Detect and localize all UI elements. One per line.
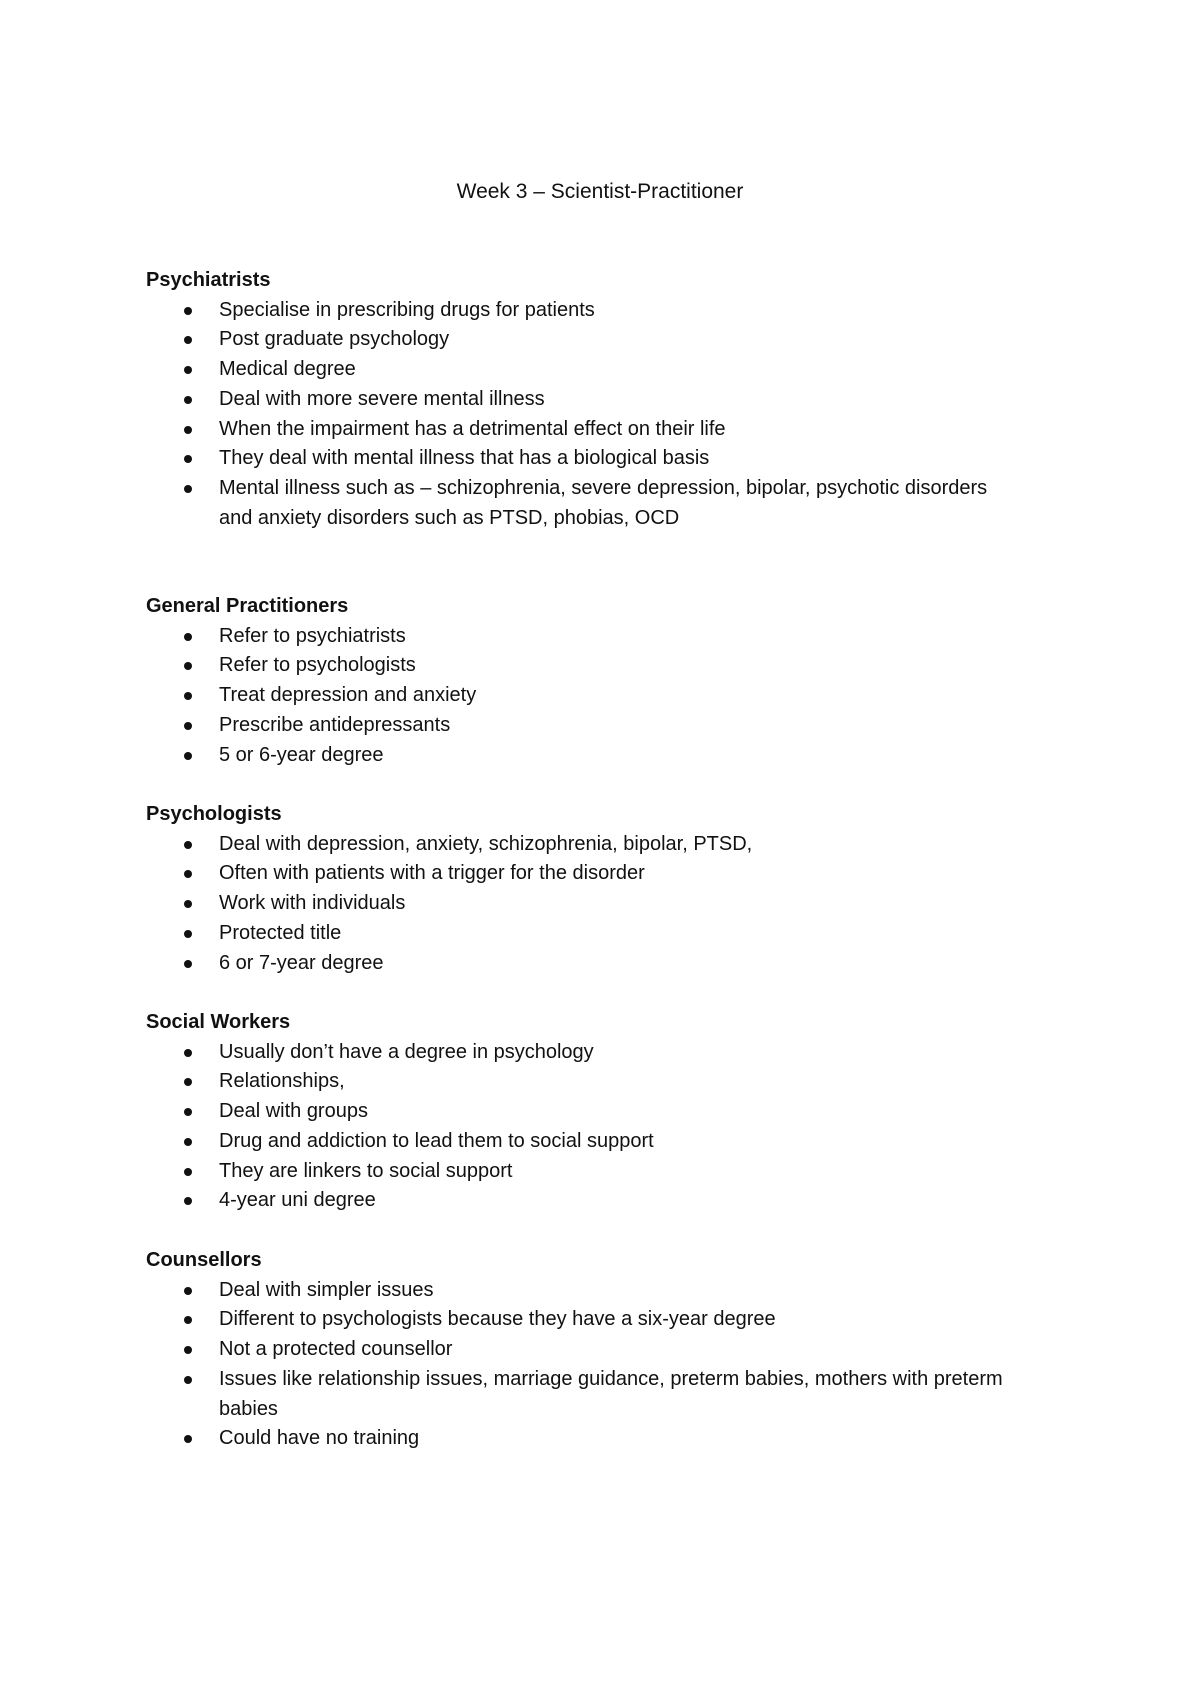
list-item xyxy=(146,1305,1019,1335)
list-item-text: Deal with depression, anxiety, schizophrenia, bipolar, PTSD, xyxy=(219,832,753,855)
list-item-text: They deal with mental illness that has a biological basis xyxy=(219,447,710,470)
list-item xyxy=(146,859,1019,889)
section-heading: Counsellors xyxy=(146,1249,262,1271)
list-item-text: Deal with more severe mental illness xyxy=(219,387,545,410)
list-item-text: Different to psychologists because they have a six-year degree xyxy=(219,1308,776,1331)
section-heading: General Practitioners xyxy=(146,595,349,617)
list-item xyxy=(146,1335,1019,1365)
section-general-practitioners xyxy=(146,592,1046,770)
bullet-list xyxy=(146,296,1046,534)
list-item xyxy=(146,1424,1019,1454)
list-item xyxy=(146,681,1019,711)
bullet-icon xyxy=(184,1138,192,1146)
bullet-list xyxy=(146,622,1046,771)
list-item-text: Relationships, xyxy=(219,1070,345,1093)
bullet-icon xyxy=(184,396,192,404)
bullet-icon xyxy=(184,1168,192,1176)
list-item-text: 5 or 6-year degree xyxy=(219,743,384,766)
list-item xyxy=(146,1365,1019,1424)
bullet-list xyxy=(146,830,1046,979)
list-item-text: Drug and addiction to lead them to social support xyxy=(219,1129,654,1152)
list-item xyxy=(146,949,1019,979)
list-item-text: 4-year uni degree xyxy=(219,1189,376,1212)
bullet-icon xyxy=(184,930,192,938)
list-item xyxy=(146,1186,1019,1216)
bullet-icon xyxy=(184,485,192,493)
list-item xyxy=(146,622,1019,652)
list-item xyxy=(146,651,1019,681)
list-item-text: They are linkers to social support xyxy=(219,1159,513,1182)
bullet-list xyxy=(146,1276,1046,1454)
bullet-icon xyxy=(184,900,192,908)
section-heading: Social Workers xyxy=(146,1011,291,1033)
list-item xyxy=(146,1038,1019,1068)
list-item-text: Prescribe antidepressants xyxy=(219,713,451,736)
list-item-text: 6 or 7-year degree xyxy=(219,951,384,974)
list-item-text: Medical degree xyxy=(219,358,356,381)
list-item xyxy=(146,919,1019,949)
bullet-icon xyxy=(184,1197,192,1205)
list-item xyxy=(146,1067,1019,1097)
list-item-text: Protected title xyxy=(219,921,342,944)
bullet-list xyxy=(146,1038,1046,1216)
list-item xyxy=(146,415,1019,445)
list-item-text: Treat depression and anxiety xyxy=(219,684,477,707)
bullet-icon xyxy=(184,1049,192,1057)
list-item xyxy=(146,355,1019,385)
list-item-text: Deal with simpler issues xyxy=(219,1278,434,1301)
list-item-text: Mental illness such as – schizophrenia, severe depression, bipolar, psychotic disorders and anxiety disorders such as PTSD, phobias, OCD xyxy=(219,476,988,529)
bullet-icon xyxy=(184,870,192,878)
list-item-text: Often with patients with a trigger for the disorder xyxy=(219,862,645,885)
bullet-icon xyxy=(184,1376,192,1384)
list-item-text: Could have no training xyxy=(219,1427,420,1450)
list-item-text: Refer to psychologists xyxy=(219,654,416,677)
bullet-icon xyxy=(184,841,192,849)
list-item-text: Work with individuals xyxy=(219,892,406,915)
section-heading: Psychologists xyxy=(146,803,282,825)
list-item xyxy=(146,385,1019,415)
bullet-icon xyxy=(184,426,192,434)
bullet-icon xyxy=(184,1108,192,1116)
list-item xyxy=(146,1097,1019,1127)
document-title: Week 3 – Scientist-Practitioner xyxy=(456,180,744,203)
bullet-icon xyxy=(184,633,192,641)
list-item-text: Specialise in prescribing drugs for patients xyxy=(219,298,595,321)
list-item xyxy=(146,711,1019,741)
bullet-icon xyxy=(184,307,192,315)
section-psychiatrists xyxy=(146,266,1046,533)
bullet-icon xyxy=(184,336,192,344)
list-item xyxy=(146,1276,1019,1306)
bullet-icon xyxy=(184,960,192,968)
list-item xyxy=(146,1157,1019,1187)
list-item-text: Usually don’t have a degree in psychology xyxy=(219,1040,594,1063)
list-item-text: Not a protected counsellor xyxy=(219,1338,453,1361)
bullet-icon xyxy=(184,692,192,700)
section-counsellors xyxy=(146,1246,1046,1454)
bullet-icon xyxy=(184,455,192,463)
list-item-text: Post graduate psychology xyxy=(219,328,450,351)
list-item xyxy=(146,889,1019,919)
bullet-icon xyxy=(184,1435,192,1443)
bullet-icon xyxy=(184,1287,192,1295)
section-psychologists xyxy=(146,800,1046,978)
list-item xyxy=(146,1127,1019,1157)
bullet-icon xyxy=(184,662,192,670)
bullet-icon xyxy=(184,366,192,374)
bullet-icon xyxy=(184,752,192,760)
section-heading: Psychiatrists xyxy=(146,269,271,291)
list-item-text: Issues like relationship issues, marriage guidance, preterm babies, mothers with preterm babies xyxy=(219,1367,1003,1420)
bullet-icon xyxy=(184,1078,192,1086)
list-item-text: Refer to psychiatrists xyxy=(219,624,406,647)
list-item xyxy=(146,830,1019,860)
list-item xyxy=(146,296,1019,326)
list-item xyxy=(146,444,1019,474)
list-item xyxy=(146,741,1019,771)
bullet-icon xyxy=(184,1316,192,1324)
list-item-text: When the impairment has a detrimental effect on their life xyxy=(219,417,726,440)
list-item-text: Deal with groups xyxy=(219,1100,368,1123)
list-item xyxy=(146,325,1019,355)
bullet-icon xyxy=(184,722,192,730)
section-social-workers xyxy=(146,1008,1046,1216)
bullet-icon xyxy=(184,1346,192,1354)
list-item xyxy=(146,474,1019,533)
